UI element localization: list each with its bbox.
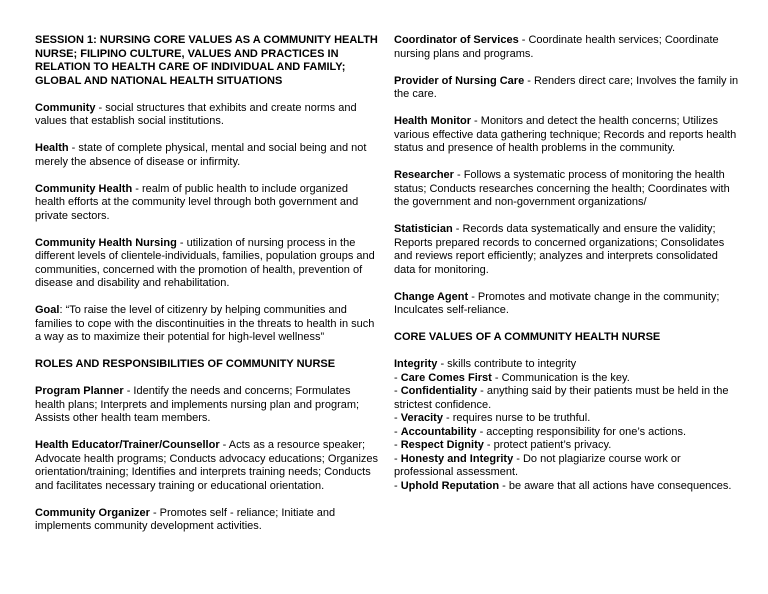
role-text: - Renders direct care; Involves the family in the care. <box>394 74 739 100</box>
role-text: - Records data systematically and ensure the validity; Reports prepared records to concerned organizations; Consolidates and reviews report efficiently; analyzes and interprets consolidated data for monitoring. <box>394 223 725 276</box>
role-text: - Promotes self - reliance; Initiate and implements community development activities. <box>35 506 336 532</box>
core-values-heading: CORE VALUES OF A COMMUNITY HEALTH NURSE <box>394 331 661 343</box>
list-dash: - <box>394 439 401 451</box>
left-column <box>35 34 381 547</box>
core-value-term: Respect Dignity <box>400 439 484 451</box>
definition-term: Goal <box>35 304 60 316</box>
definition-community-health-nursing <box>35 237 381 291</box>
role-statistician <box>394 223 739 277</box>
role-term: Change Agent <box>394 290 469 303</box>
role-term: Health Educator/Trainer/Counsellor <box>35 439 220 451</box>
core-value-term: Accountability <box>400 425 477 438</box>
role-program-planner <box>35 385 381 426</box>
list-dash: - <box>394 371 401 384</box>
session-title: SESSION 1: NURSING CORE VALUES AS A COMMUNITY HEALTH NURSE; FILIPINO CULTURE, VALUES AND PRACTICES IN RELATION TO HEALTH CARE OF INDIVIDUAL AND FAMILY; GLOBAL AND NATIONAL HEALTH SITUATIONS <box>35 34 378 87</box>
core-value-text: - accepting responsibility for one’s actions. <box>476 425 687 438</box>
role-text: - Identify the needs and concerns; Formulates health plans; Interprets and implements nursing plan and program; Assists other health team members. <box>35 385 360 424</box>
definition-text: - social structures that exhibits and create norms and values that establish social institutions. <box>35 101 357 127</box>
core-value-item <box>394 426 739 440</box>
role-text: - Coordinate health services; Coordinate nursing plans and programs. <box>394 34 719 60</box>
role-community-organizer <box>35 507 381 534</box>
role-text: - Promotes and motivate change in the community; Inculcates self-reliance. <box>394 290 720 316</box>
core-value-term: Honesty and Integrity <box>400 452 514 465</box>
roles-heading: ROLES AND RESPONSIBILITIES OF COMMUNITY NURSE <box>35 358 336 370</box>
list-dash: - <box>394 412 401 424</box>
definition-goal <box>35 304 381 345</box>
list-dash: - <box>394 385 401 397</box>
definition-term: Community Health <box>35 182 133 195</box>
role-term: Health Monitor <box>394 115 471 127</box>
core-value-text: - Do not plagiarize course work or professional assessment. <box>394 452 681 478</box>
core-value-term: Confidentiality <box>400 385 478 397</box>
core-value-term: Veracity <box>400 412 443 424</box>
role-text: - Follows a systematic process of monitoring the health status; Conducts researches concerning the health; Coordinates with the government and non-government organizations/ <box>394 169 730 208</box>
definition-community <box>35 102 381 129</box>
core-value-text: - protect patient’s privacy. <box>483 439 612 451</box>
list-dash: - <box>394 452 401 465</box>
definition-community-health <box>35 183 381 224</box>
role-change-agent <box>394 291 739 318</box>
definition-text: : “To raise the level of citizenry by helping communities and families to cope with the discontinuities in the threats to health in such a way as to maximize their potential for high-level wellness” <box>35 304 375 343</box>
role-term: Community Organizer <box>35 506 150 519</box>
core-value-text: - be aware that all actions have consequences. <box>499 479 732 492</box>
list-dash: - <box>394 425 401 438</box>
core-value-text: - skills contribute to integrity <box>437 358 577 370</box>
core-value-item <box>394 385 739 412</box>
core-value-text: - anything said by their patients must be held in the strictest confidence. <box>394 385 729 411</box>
definition-text: - realm of public health to include organized health efforts at the community level through both government and private sectors. <box>35 182 359 222</box>
definition-term: Health <box>35 142 69 154</box>
core-value-item <box>394 439 739 453</box>
role-researcher <box>394 169 739 210</box>
core-value-item <box>394 480 739 494</box>
core-value-term: Integrity <box>394 358 438 370</box>
role-provider-of-nursing-care <box>394 75 739 102</box>
role-coordinator-of-services <box>394 34 739 61</box>
role-term: Coordinator of Services <box>394 34 519 46</box>
role-term: Program Planner <box>35 385 124 397</box>
core-value-item <box>394 453 739 480</box>
core-value-term: Uphold Reputation <box>400 479 500 492</box>
core-value-item <box>394 412 739 426</box>
definition-term: Community Health Nursing <box>35 236 177 249</box>
core-value-term: Care Comes First <box>400 371 492 384</box>
role-term: Provider of Nursing Care <box>394 74 525 87</box>
role-term: Researcher <box>394 169 454 181</box>
core-value-text: - requires nurse to be truthful. <box>442 412 591 424</box>
definition-health <box>35 142 381 169</box>
list-dash: - <box>394 479 401 492</box>
right-column <box>394 34 739 493</box>
core-values-list <box>394 358 739 493</box>
role-health-monitor <box>394 115 739 156</box>
definition-text: - state of complete physical, mental and social being and not merely the absence of disease or infirmity. <box>35 142 367 168</box>
role-text: - Acts as a resource speaker; Advocate health programs; Conducts advocacy educations; Organizes orientation/training; Identifies and interprets training needs; Conducts and facilitates necessary training or educational orientation. <box>35 439 379 492</box>
role-health-educator <box>35 439 381 493</box>
definition-term: Community <box>35 101 96 114</box>
core-value-item <box>394 372 739 386</box>
definition-text: - utilization of nursing process in the different levels of clientele-individuals, families, population groups and communities, concerned with the promotion of health, prevention of disease and disability and rehabilitation. <box>35 236 375 289</box>
core-value-text: - Communication is the key. <box>491 371 630 384</box>
role-text: - Monitors and detect the health concerns; Utilizes various effective data gathering technique; Records and reports health status and presence of health problems in the community. <box>394 115 737 154</box>
role-term: Statistician <box>394 223 453 235</box>
core-value-integrity <box>394 358 739 372</box>
